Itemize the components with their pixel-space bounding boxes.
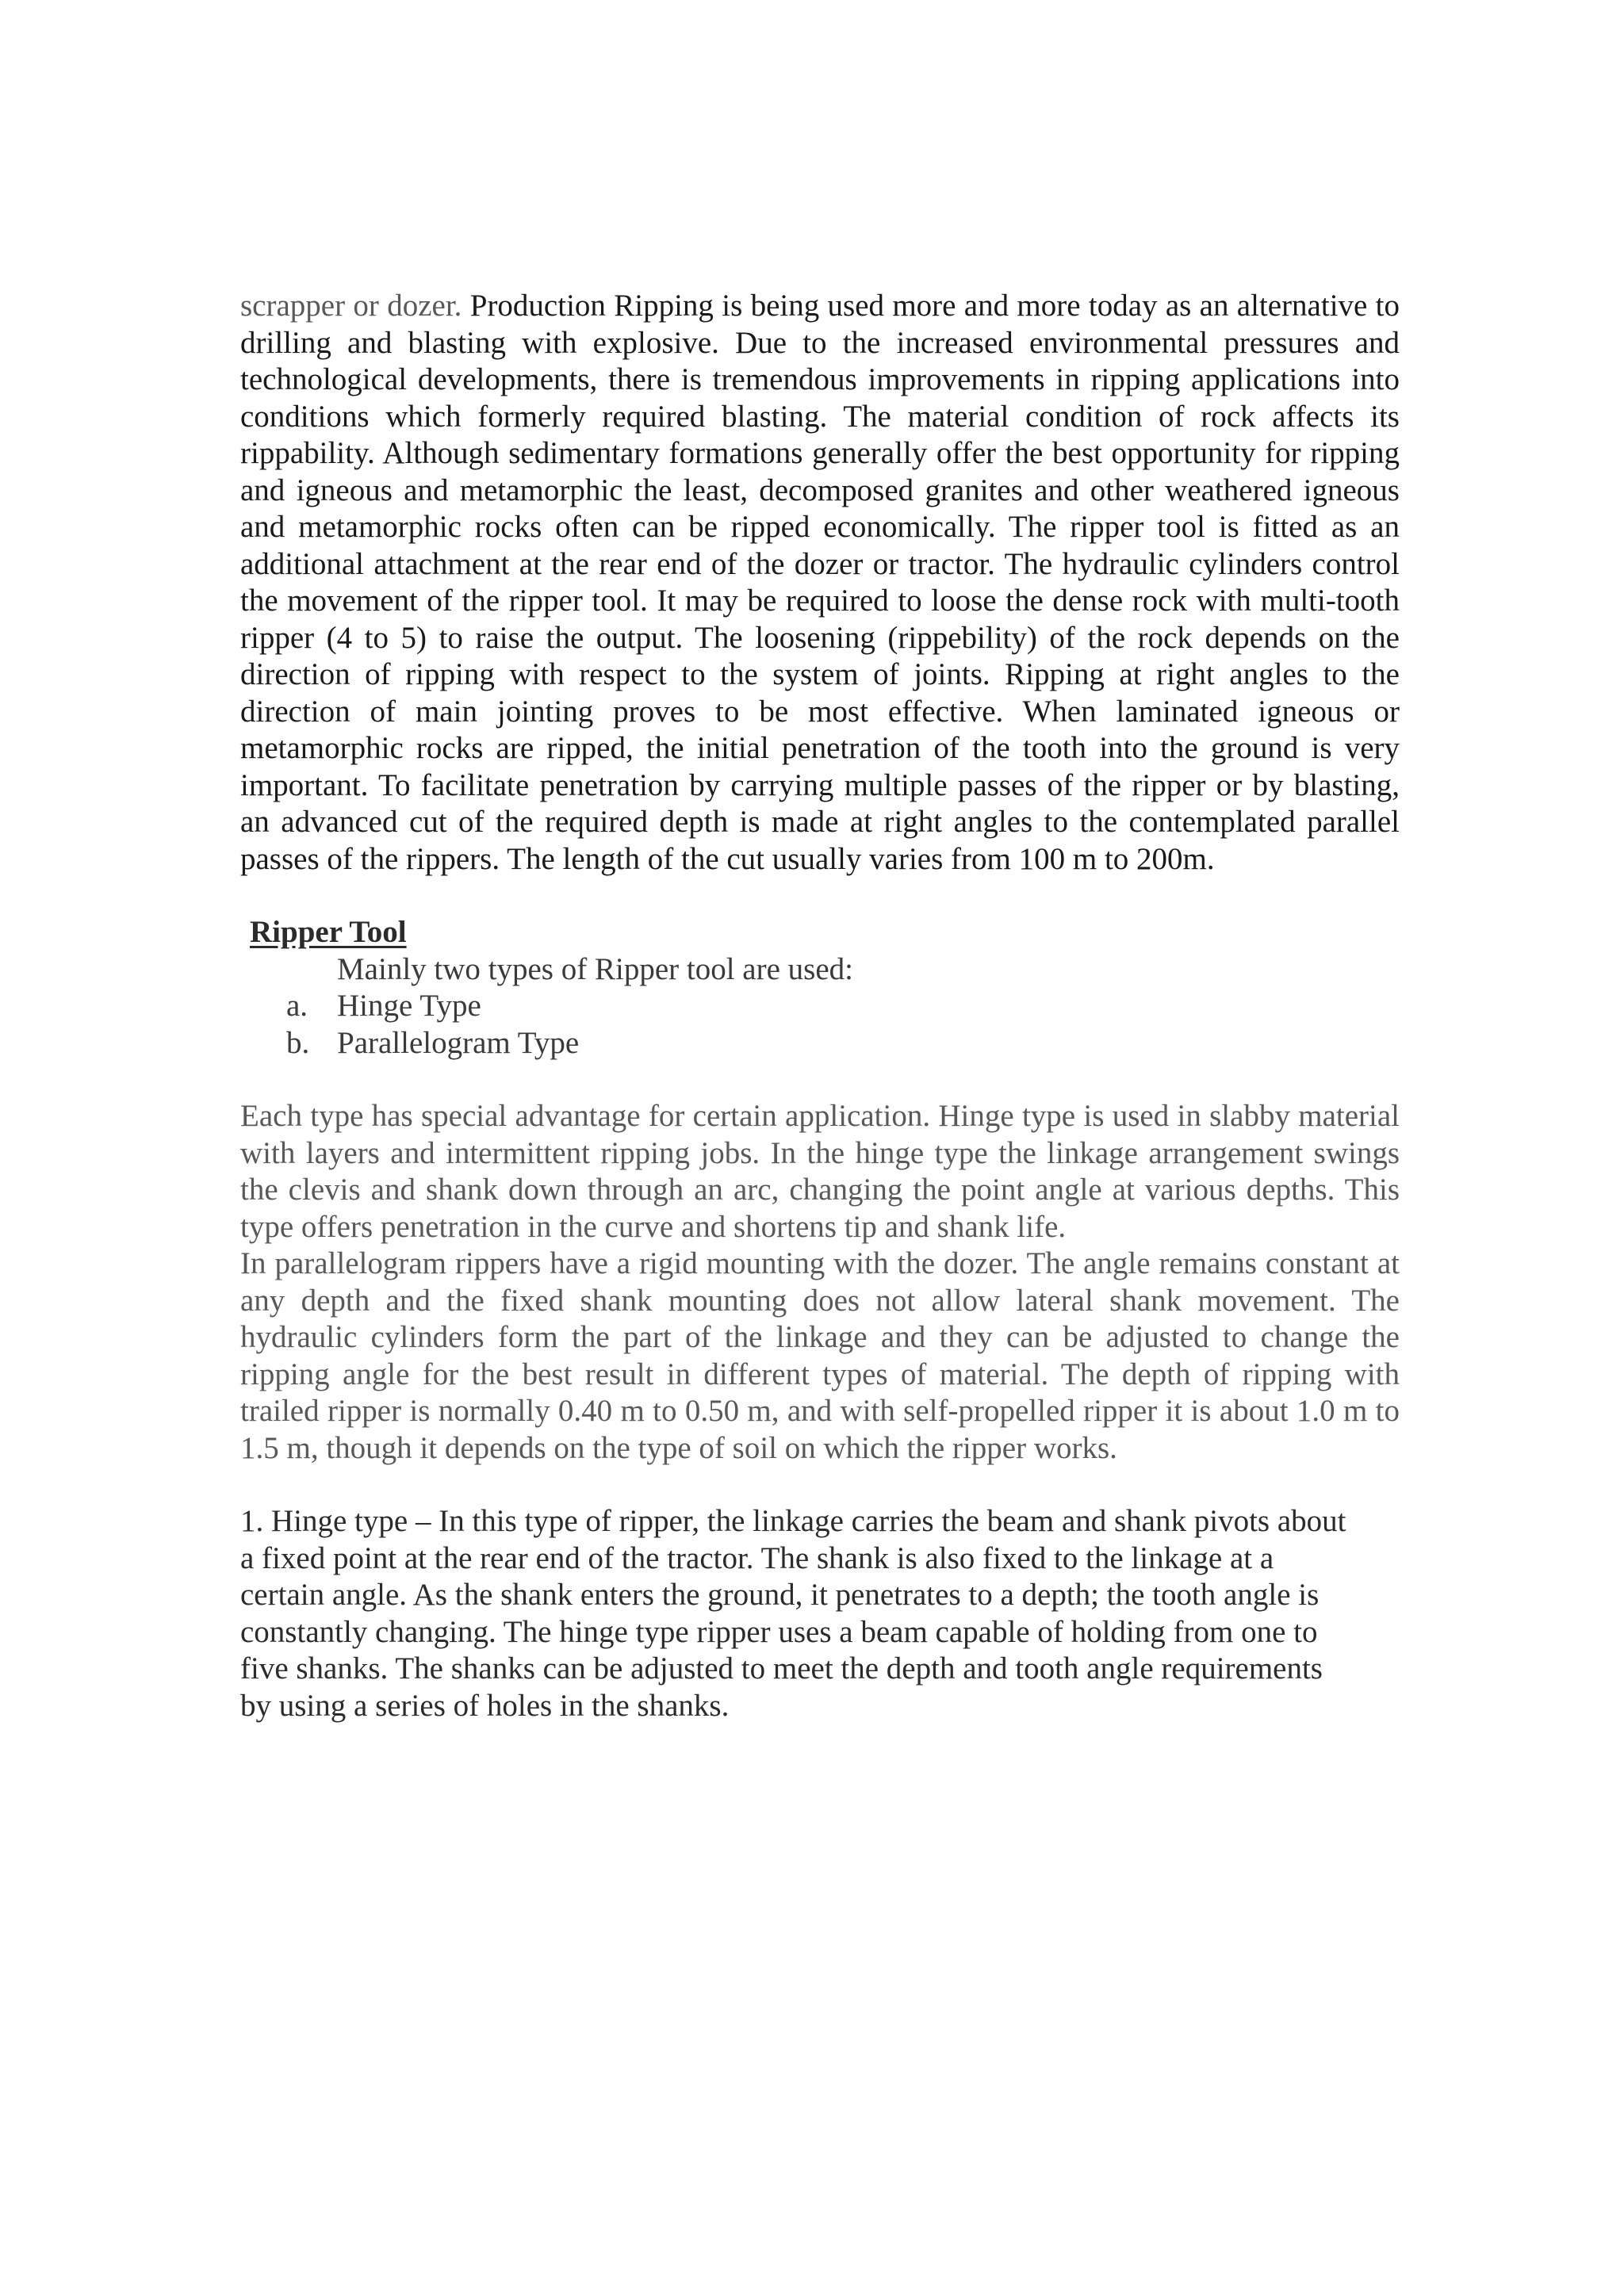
paragraph-body-text: Production Ripping is being used more and more today as an alternative to drilling and blasting with explosive. Due to the increased environmental pressures and technological developments, there is tremendous improvements in ripping applications into conditions which formerly required blasting. The material condition of rock affects its rippability. Although sedimentary formations generally offer the best opportunity for ripping and igneous and metamorphic the least, decomposed granites and other weathered igneous and metamorphic rocks often can be ripped economically. The ripper tool is fitted as an additional attachment at the rear end of the dozer or tractor. The hydraulic cylinders control the movement of the ripper tool. It may be required to loose the dense rock with multi-tooth ripper (4 to 5) to raise the output. The loosening (rippebility) of the rock depends on the direction of ripping with respect to the system of joints. Ripping at right angles to the direction of main jointing proves to be most effective. When laminated igneous or metamorphic rocks are ripped, the initial penetration of the tooth into the ground is very important. To facilitate penetration by carrying multiple passes of the ripper or by blasting, an advanced cut of the required depth is made at right angles to the contemplated parallel passes of the rippers. The length of the cut usually varies from 100 m to 200m. [240, 289, 1400, 876]
paragraph-ripping-overview [240, 288, 1400, 878]
list-item-text: Hinge Type [337, 989, 481, 1023]
text-line: a fixed point at the rear end of the tractor. The shank is also fixed to the linkage at a [240, 1540, 1274, 1575]
ripper-type-list [240, 988, 1400, 1062]
list-item-text: Parallelogram Type [337, 1025, 580, 1060]
paragraph-type-advantages: Each type has special advantage for certain application. Hinge type is used in slabby material with layers and intermittent ripping jobs. In the hinge type the linkage arrangement swings the clevis and shank down through an arc, changing the point angle at various depths. This type offers penetration in the curve and shortens tip and shank life. [240, 1099, 1400, 1244]
text-line: constantly changing. The hinge type ripper uses a beam capable of holding from one to [240, 1614, 1318, 1649]
list-item [240, 1025, 1400, 1062]
paragraph-hinge-type [240, 1503, 1400, 1724]
paragraph-lead-text: scrapper or dozer. [240, 289, 462, 323]
spacer [240, 1467, 1400, 1503]
text-line: 1. Hinge type – In this type of ripper, the linkage carries the beam and shank pivots about [240, 1504, 1346, 1538]
spacer [240, 878, 1400, 914]
list-marker: b. [286, 1025, 310, 1060]
spacer [240, 1062, 1400, 1098]
section-intro: Mainly two types of Ripper tool are used: [337, 951, 853, 986]
list-marker: a. [286, 989, 308, 1023]
paragraph-parallelogram: In parallelogram rippers have a rigid mounting with the dozer. The angle remains constant at any depth and the fixed shank mounting does not allow lateral shank movement. The hydraulic cylinders form the part of the linkage and they can be adjusted to change the ripping angle for the best result in different types of material. The depth of ripping with trailed ripper is normally 0.40 m to 0.50 m, and with self-propelled ripper it is about 1.0 m to 1.5 m, though it depends on the type of soil on which the ripper works. [240, 1246, 1400, 1465]
text-line: certain angle. As the shank enters the ground, it penetrates to a depth; the tooth angle is [240, 1578, 1320, 1612]
text-line: five shanks. The shanks can be adjusted to meet the depth and tooth angle requirements [240, 1651, 1323, 1686]
list-item [240, 988, 1400, 1025]
document-page [240, 288, 1400, 1724]
section-heading: Ripper Tool [250, 915, 407, 949]
text-line: by using a series of holes in the shanks. [240, 1688, 730, 1723]
